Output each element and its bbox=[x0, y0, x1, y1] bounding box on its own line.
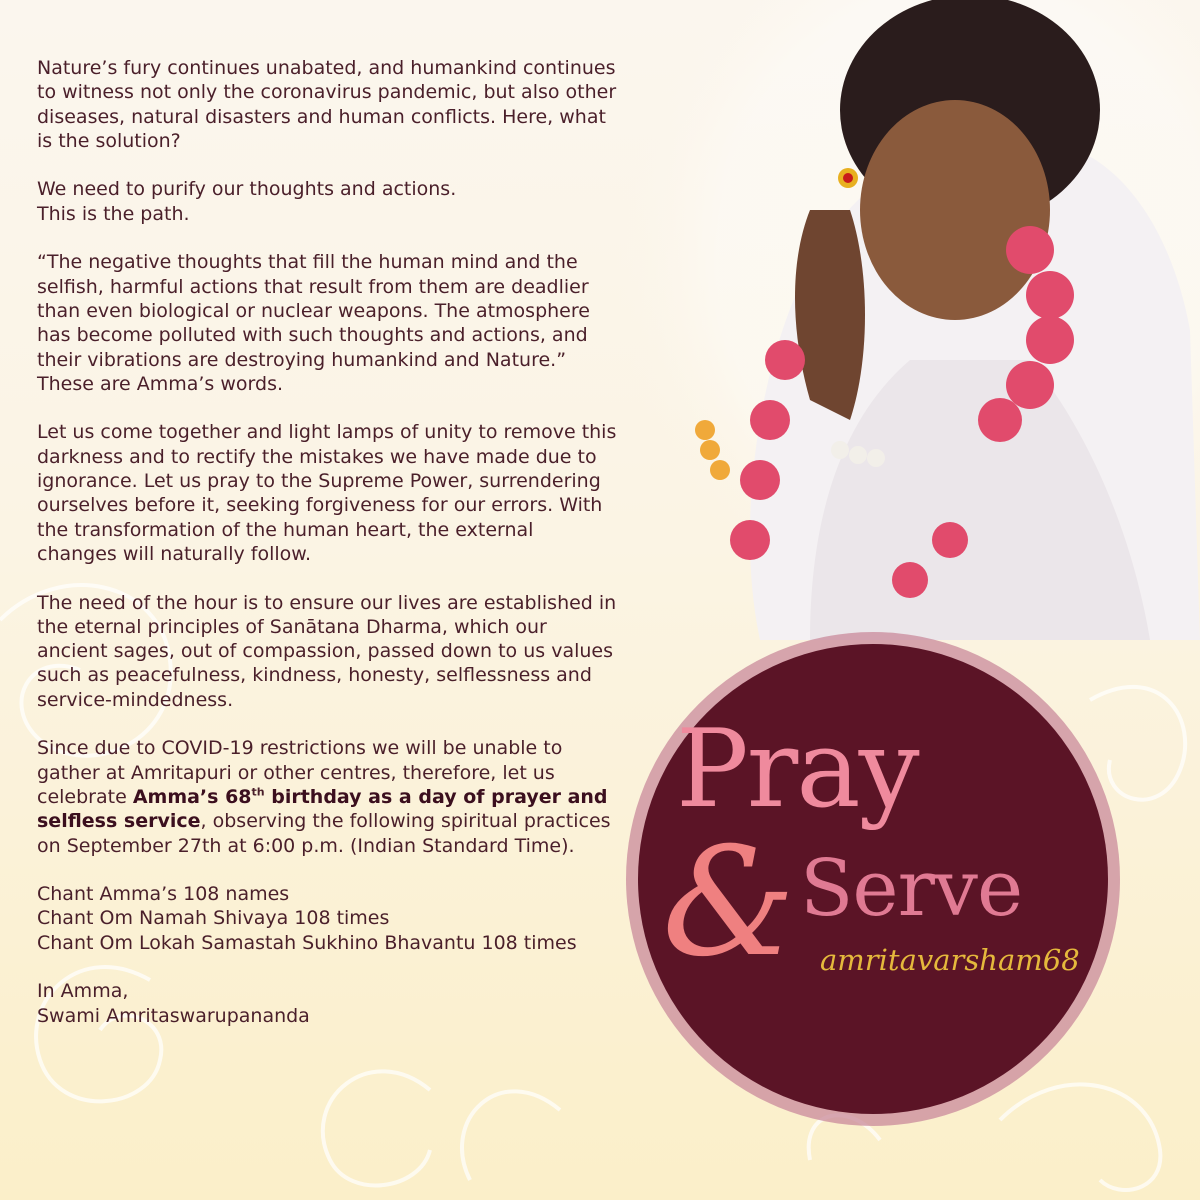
badge-subtitle: amritavarsham68 bbox=[820, 943, 1080, 977]
paragraph-3: “The negative thoughts that fill the human mind and the selfish, harmful actions that result from them are deadlier than even biological or nuclear weapons. The atmosphere has become polluted with such thoughts and actions, and their vibrations are destroying humankind and Nature.” These are Amma’s words. bbox=[37, 251, 590, 395]
paragraph-1: Nature’s fury continues unabated, and humankind continues to witness not only the coronavirus pandemic, but also other diseases, natural disasters and human conflicts. Here, what is the solution? bbox=[37, 57, 617, 152]
practices-list bbox=[37, 882, 617, 955]
practice-item: Chant Om Lokah Samastah Sukhino Bhavantu 108 times bbox=[37, 931, 577, 954]
celebrate-sup: th bbox=[251, 785, 265, 799]
celebrate-outro: , observing the following spiritual practices on September 27th at 6:00 p.m. (Indian Standard Time). bbox=[37, 810, 611, 857]
badge-ampersand: & bbox=[662, 816, 796, 990]
paragraph-celebrate bbox=[37, 736, 617, 857]
practice-item: Chant Amma’s 108 names bbox=[37, 883, 290, 906]
message-text bbox=[37, 56, 617, 1052]
signoff-block bbox=[37, 979, 617, 1028]
celebrate-bold-b: birthday as a day of prayer and selfless service bbox=[37, 785, 608, 833]
celebrate-bold-a: Amma’s 68 bbox=[132, 785, 252, 808]
amma-praying-photo bbox=[610, 0, 1200, 640]
paragraph-5: The need of the hour is to ensure our lives are established in the eternal principles of Sanātana Dharma, which our ancient sages, out of compassion, passed down to us values such as peacefulness, kindness, honesty, selflessness and service-mindedness. bbox=[37, 591, 617, 711]
celebrate-intro: Since due to COVID-19 restrictions we will be unable to gather at Amritapuri or other centres, therefore, let us celebrate bbox=[37, 737, 563, 808]
practice-item: Chant Om Namah Shivaya 108 times bbox=[37, 907, 390, 930]
signoff: In Amma, bbox=[37, 980, 129, 1003]
paragraph-2: We need to purify our thoughts and actions. This is the path. bbox=[37, 178, 457, 225]
signature: Swami Amritaswarupananda bbox=[37, 1004, 310, 1027]
badge-title-serve: Serve bbox=[800, 844, 1023, 934]
paragraph-4: Let us come together and light lamps of unity to remove this darkness and to rectify the mistakes we have made due to ignorance. Let us pray to the Supreme Power, surrendering ourselves before it, seeking forgiveness for our errors. With the transformation of the human heart, the external changes will naturally follow. bbox=[37, 421, 617, 565]
badge-title-pray: Pray bbox=[676, 707, 918, 832]
